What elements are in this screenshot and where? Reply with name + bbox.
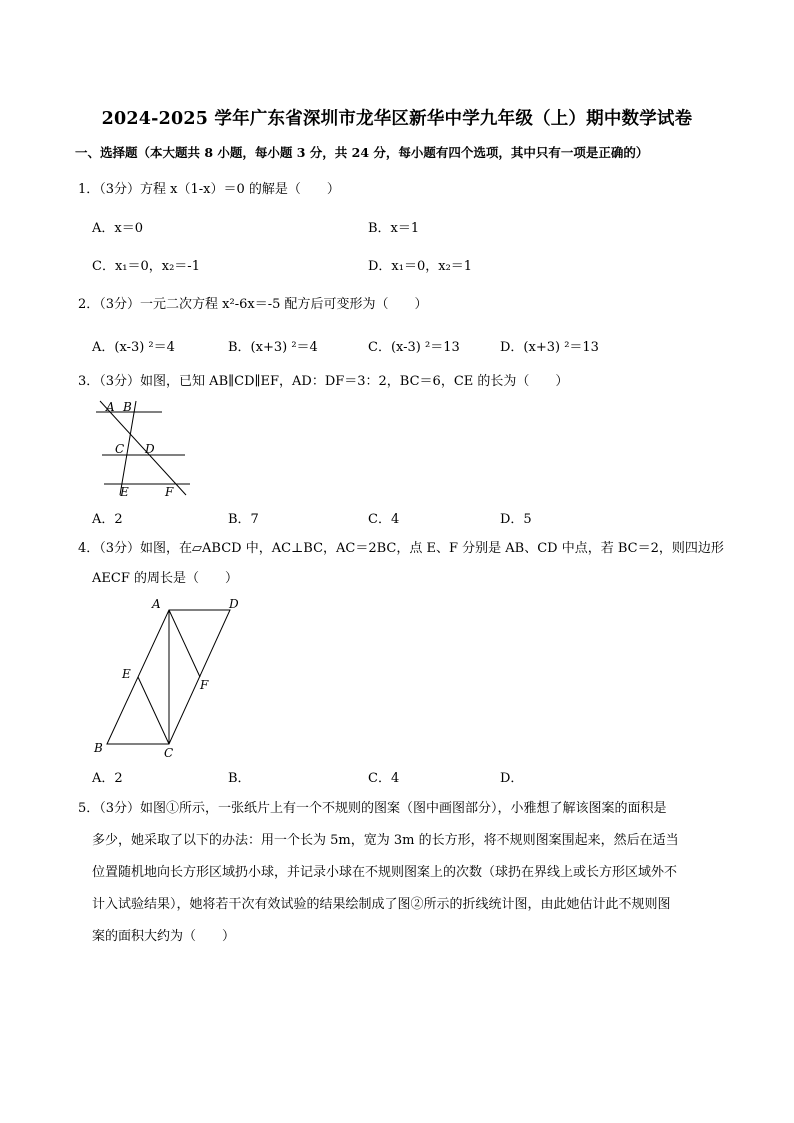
q5-line: 计入试验结果），她将若干次有效试验的结果绘制成了图②所示的折线统计图，由此她估计此不规则图 (92, 897, 671, 912)
section-heading: 一、选择题（本大题共 8 小题，每小题 3 分，共 24 分，每小题有四个选项，其中只有一项是正确的） (75, 145, 649, 160)
q1-option-a: A．x＝0 (92, 221, 143, 236)
question-3-stem: 3．（3分）如图，已知 AB∥CD∥EF，AD：DF＝3：2，BC＝6，CE 的长为（ ） (78, 374, 569, 389)
label-a: A (106, 400, 115, 414)
q4-parallelogram-figure (90, 592, 250, 762)
q5-line: 案的面积大约为（ ） (92, 929, 236, 944)
label-d: D (229, 597, 239, 611)
q2-option-c: C．(x-3) ²＝13 (368, 340, 460, 355)
q3-option-d: D．5 (500, 512, 532, 527)
label-e: E (122, 667, 131, 681)
q3-option-a: A．2 (92, 512, 123, 527)
label-f: F (165, 485, 174, 499)
transversal-adf (100, 401, 186, 495)
question-4-stem-line2: AECF 的周长是（ ） (92, 571, 238, 586)
label-b: B (94, 741, 103, 755)
q4-option-b: B． (228, 771, 251, 786)
label-f: F (200, 678, 209, 692)
label-b: B (123, 400, 132, 414)
q1-option-d: D．x₁＝0，x₂＝1 (368, 259, 473, 274)
q5-line: 多少，她采取了以下的办法：用一个长为 5m，宽为 3m 的长方形，将不规则图案围起来，然后在适当 (92, 833, 679, 848)
segment-af (169, 610, 200, 677)
question-2-stem: 2．（3分）一元二次方程 x²-6x＝-5 配方后可变形为（ ） (78, 297, 428, 312)
q2-option-d: D．(x+3) ²＝13 (500, 340, 599, 355)
q1-option-c: C．x₁＝0，x₂＝-1 (92, 259, 200, 274)
q2-option-a: A．(x-3) ²＝4 (92, 340, 175, 355)
label-e: E (120, 485, 129, 499)
q1-option-b: B．x＝1 (368, 221, 420, 236)
q5-line: 5．（3分）如图①所示，一张纸片上有一个不规则的图案（图中画图部分），小雅想了解该图案的面积是 (78, 801, 667, 816)
q3-option-c: C．4 (368, 512, 400, 527)
label-c: C (115, 442, 125, 456)
q3-option-b: B．7 (228, 512, 259, 527)
q2-option-b: B．(x+3) ²＝4 (228, 340, 318, 355)
label-a: A (152, 597, 161, 611)
question-4-stem-line1: 4．（3分）如图，在▱ABCD 中，AC⊥BC，AC＝2BC，点 E、F 分别是 AB、CD 中点，若 BC＝2，则四边形 (78, 541, 724, 556)
q4-option-d: D． (500, 771, 524, 786)
question-1-stem: 1．（3分）方程 x（1-x）＝0 的解是（ ） (78, 182, 340, 197)
page-title: 2024-2025 学年广东省深圳市龙华区新华中学九年级（上）期中数学试卷 (101, 109, 693, 129)
q4-option-c: C．4 (368, 771, 400, 786)
q4-option-a: A．2 (92, 771, 123, 786)
segment-ec (138, 677, 169, 744)
label-c: C (164, 746, 174, 760)
label-d: D (145, 442, 155, 456)
question-5-text (78, 793, 728, 953)
q5-line: 位置随机地向长方形区域扔小球，并记录小球在不规则图案上的次数（球扔在界线上或长方形区域外不 (92, 865, 678, 880)
q3-parallel-lines-figure (90, 395, 200, 500)
